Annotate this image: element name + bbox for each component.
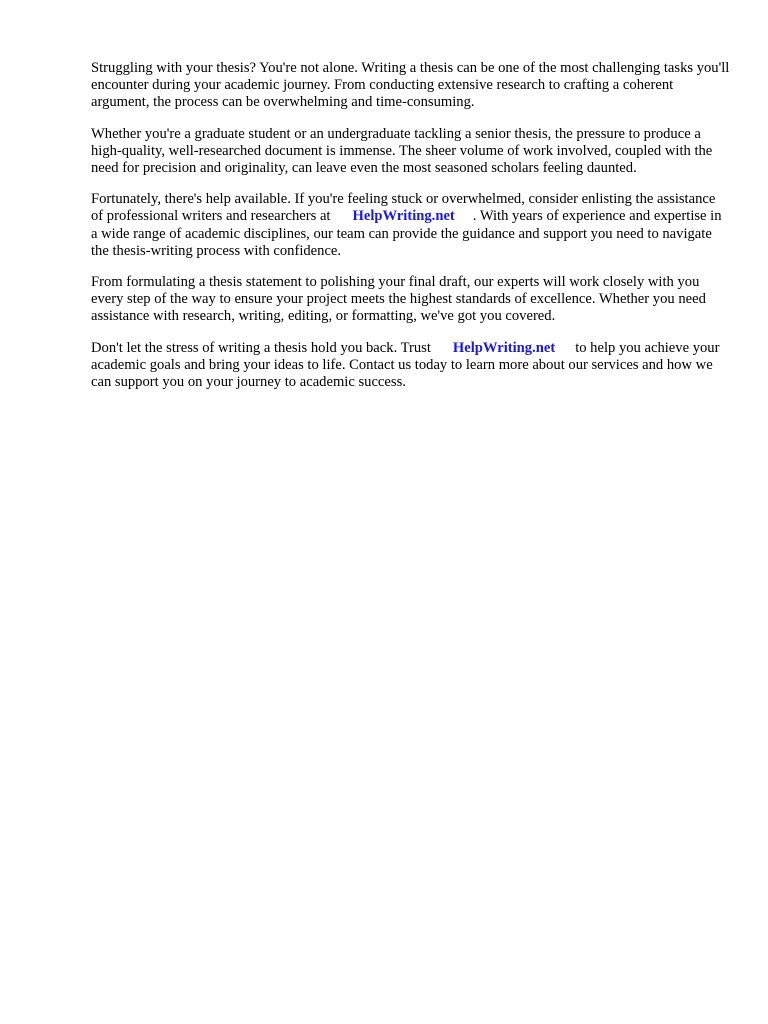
paragraph-help-available-after: . With years of experience and expertise in a wide range of academic disciplines, our team can provide the guidance and support you need to navigate the thesis-writing process with confidence. (91, 208, 722, 259)
paragraph-call-to-action-before: Don't let the stress of writing a thesis hold you back. Trust (91, 339, 431, 356)
paragraph-help-available-before: Fortunately, there's help available. If you're feeling stuck or overwhelmed, consider enlisting the assistance of professional writers and researchers at (91, 191, 716, 225)
paragraph-pressure: Whether you're a graduate student or an undergraduate tackling a senior thesis, the pressure to produce a high-quality, well-researched document is immense. The sheer volume of work involved, coupled with the need for precision and originality, can leave even the most seasoned scholars feeling daunted. (91, 125, 713, 177)
paragraph-call-to-action (91, 340, 731, 392)
paragraph-help-available (91, 191, 731, 260)
helpwriting-link[interactable]: HelpWriting.net (352, 208, 455, 225)
document-page (91, 60, 731, 405)
helpwriting-link-cta[interactable]: HelpWriting.net (452, 339, 556, 356)
paragraph-experts: From formulating a thesis statement to polishing your final draft, our experts will work closely with you every step of the way to ensure your project meets the highest standards of excellence. Whether you need assistance with research, writing, editing, or formatting, we've got you covered. (91, 274, 706, 325)
paragraph-intro: Struggling with your thesis? You're not alone. Writing a thesis can be one of the most challenging tasks you'll encounter during your academic journey. From conducting extensive research to crafting a coherent argument, the process can be overwhelming and time-consuming. (91, 60, 730, 111)
paragraph-call-to-action-after: to help you achieve your academic goals and bring your ideas to life. Contact us today to learn more about our services and how we can support you on your journey to academic success. (91, 339, 720, 391)
